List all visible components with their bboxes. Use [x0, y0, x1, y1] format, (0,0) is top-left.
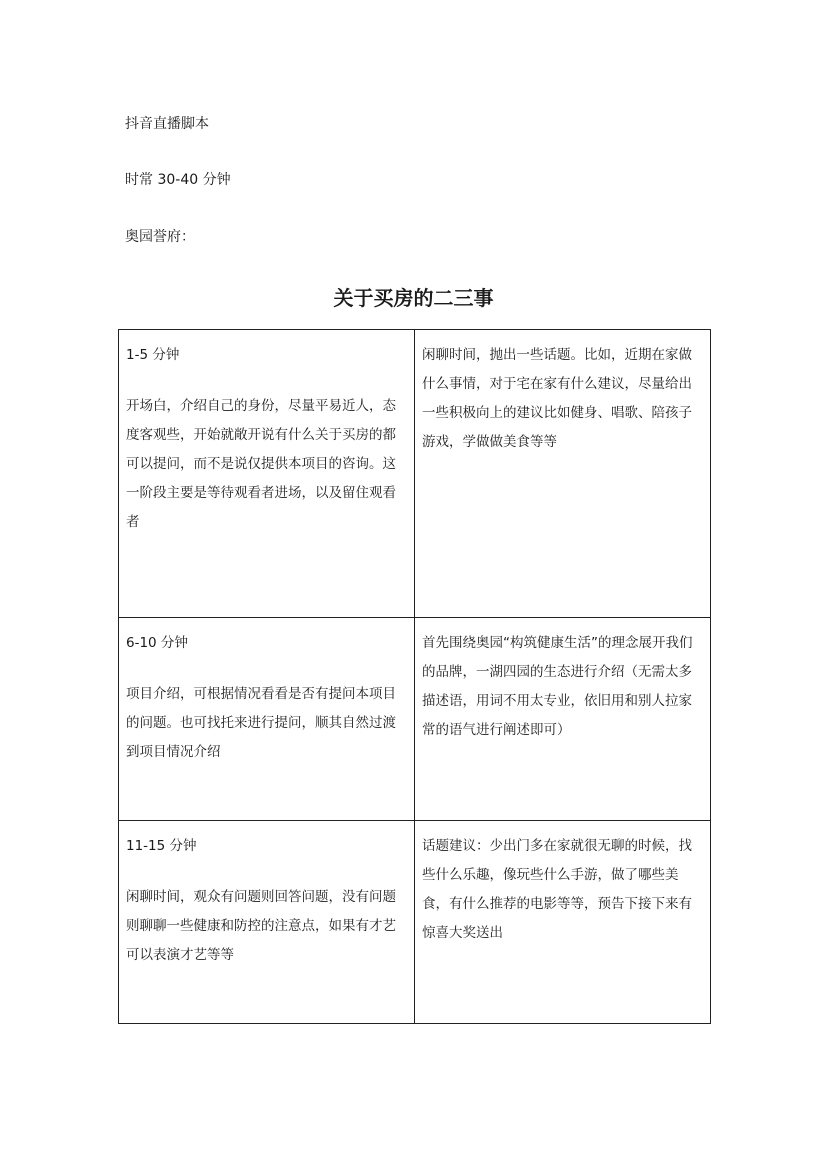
script-title: 抖音直播脚本	[125, 116, 209, 132]
segment-notes-cell	[415, 618, 711, 821]
segment-cell	[119, 618, 415, 821]
segment-notes: 首先围绕奥园“构筑健康生活”的理念展开我们的品牌，一湖四园的生态进行介绍（无需太多描述语，用词不用太专业，依旧用和别人拉家常的语气进行阐述即可）	[422, 635, 693, 738]
script-table	[118, 329, 711, 1024]
segment-notes: 闲聊时间，抛出一些话题。比如，近期在家做什么事情，对于宅在家有什么建议，尽量给出一些积极向上的建议比如健身、唱歌、陪孩子游戏，学做做美食等等	[422, 347, 692, 450]
segment-time: 1-5 分钟	[126, 347, 180, 363]
table-row	[119, 618, 711, 821]
document-heading: 关于买房的二三事	[333, 286, 494, 310]
segment-notes-cell	[415, 821, 711, 1024]
segment-description: 闲聊时间，观众有问题则回答问题，没有问题则聊聊一些健康和防控的注意点，如果有才艺可以表演才艺等等	[126, 889, 396, 963]
segment-notes: 话题建议：少出门多在家就很无聊的时候，找些什么乐趣，像玩些什么手游，做了哪些美食，有什么推荐的电影等等，预告下接下来有惊喜大奖送出	[422, 838, 692, 941]
segment-description: 项目介绍，可根据情况看看是否有提问本项目的问题。也可找托来进行提问，顺其自然过渡到项目情况介绍	[126, 686, 396, 760]
segment-cell	[119, 821, 415, 1024]
segment-time: 6-10 分钟	[126, 635, 188, 651]
table-row	[119, 330, 711, 618]
segment-notes-cell	[415, 330, 711, 618]
segment-description: 开场白，介绍自己的身份，尽量平易近人，态度客观些，开始就敞开说有什么关于买房的都可以提问，而不是说仅提供本项目的咨询。这一阶段主要是等待观看者进场，以及留住观看者	[126, 398, 396, 530]
segment-cell	[119, 330, 415, 618]
table-row	[119, 821, 711, 1024]
project-name: 奥园誉府：	[125, 229, 195, 245]
segment-time: 11-15 分钟	[126, 838, 197, 854]
duration-line: 时常 30-40 分钟	[125, 172, 231, 188]
